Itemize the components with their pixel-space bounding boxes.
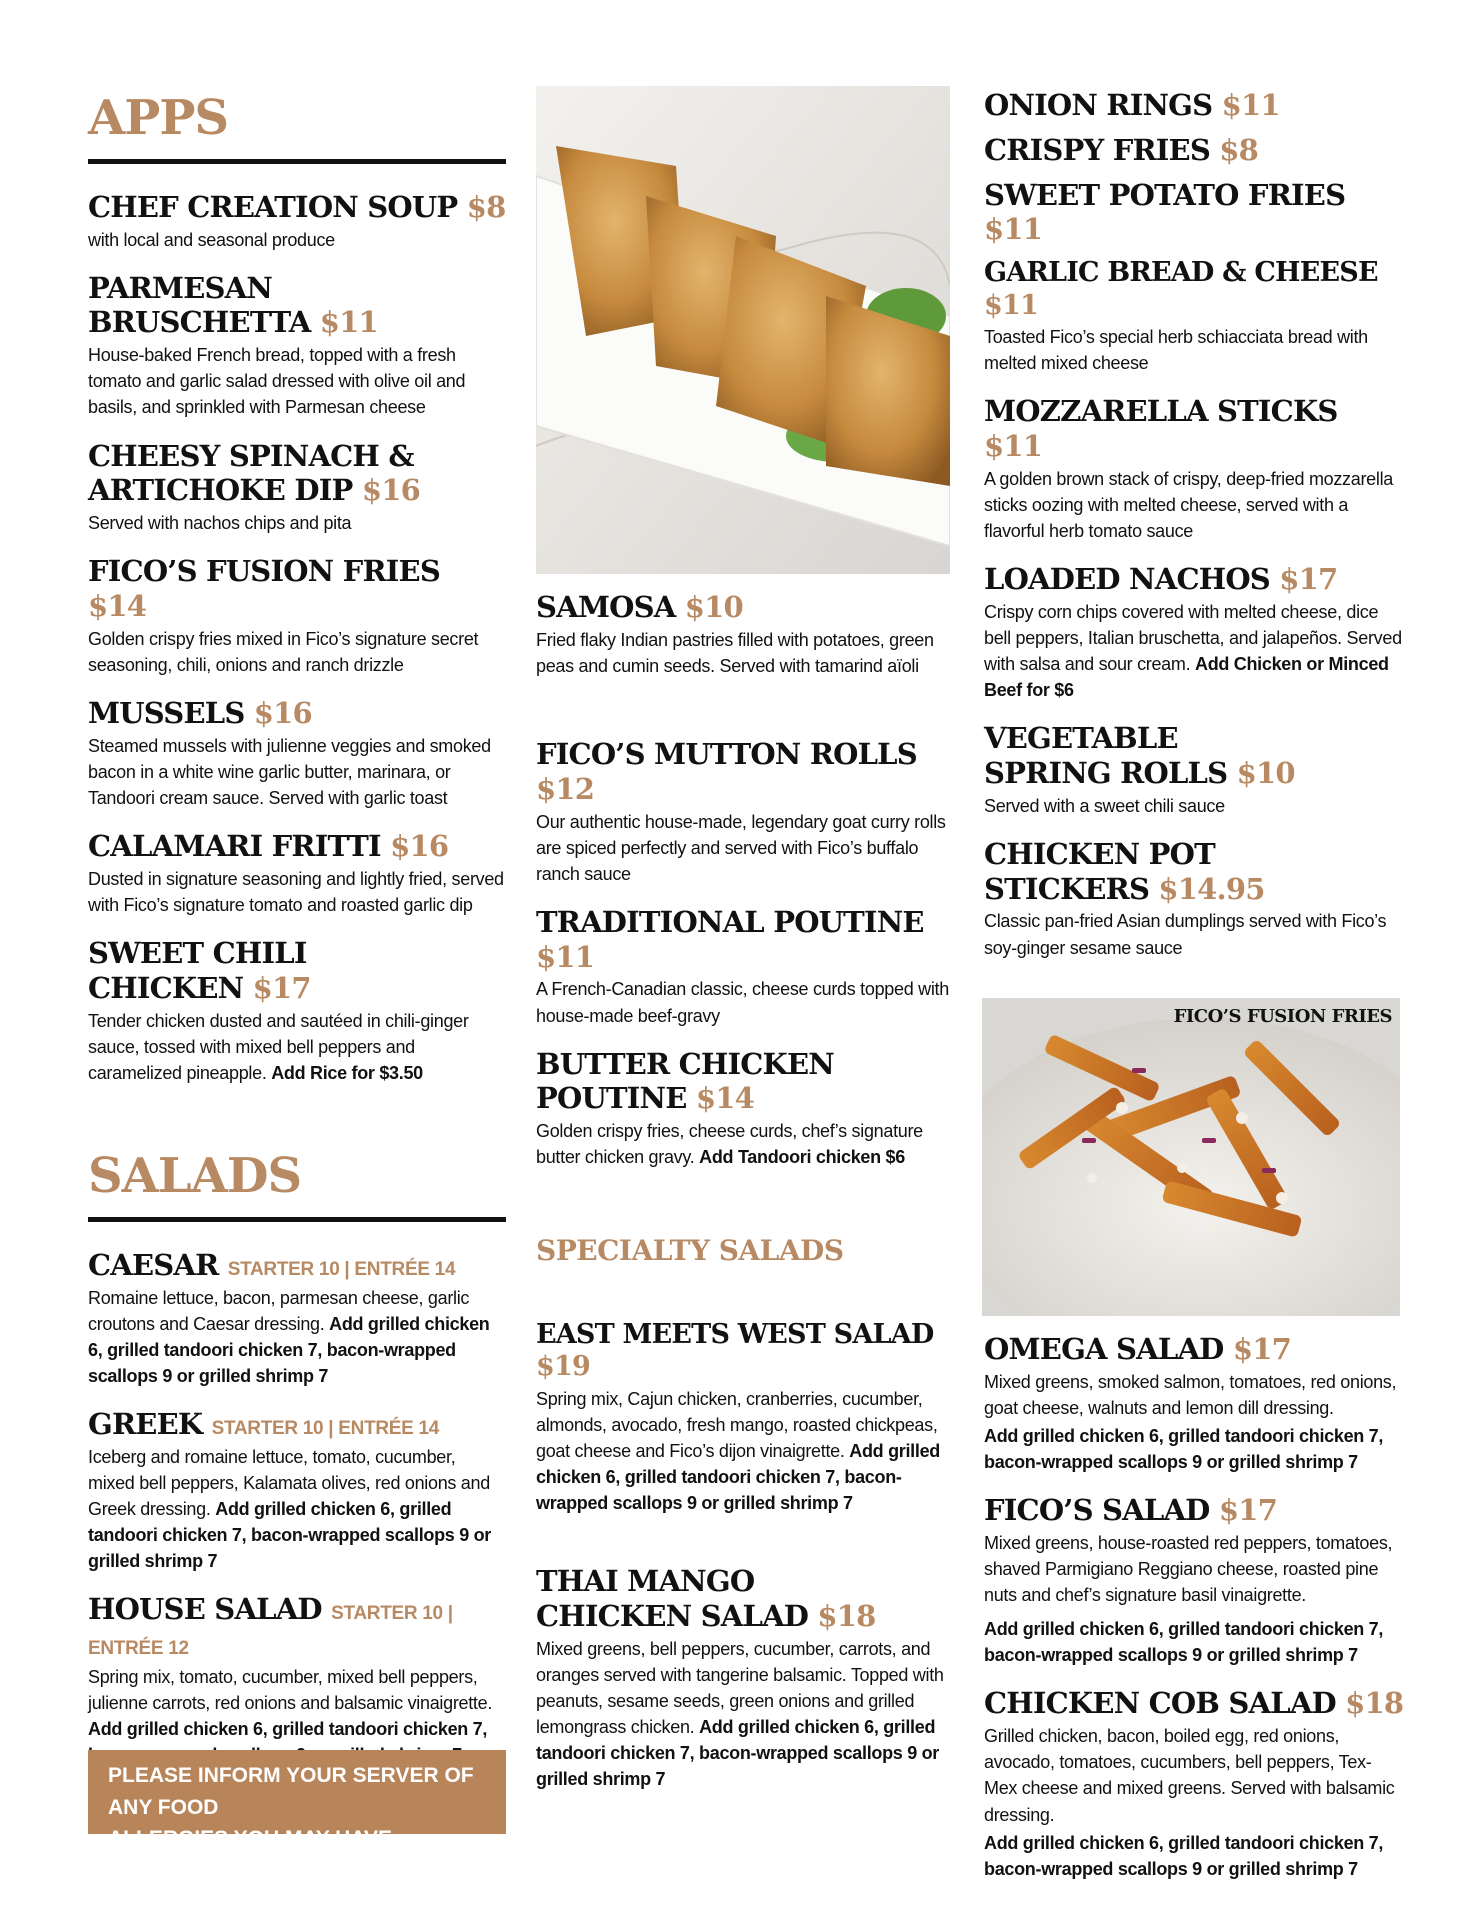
- menu-item: [984, 721, 1404, 819]
- menu-item: [536, 1047, 956, 1171]
- apps-title: APPS: [88, 90, 229, 146]
- item-name-line2: CHICKEN: [88, 970, 244, 1005]
- item-addon: Add grilled chicken 6, grilled tandoori chicken 7, bacon-wrapped scallops 9 or grilled shrimp 7: [88, 1313, 490, 1386]
- item-desc: Golden crispy fries, cheese curds, chef’s signature butter chicken gravy.: [536, 1121, 923, 1168]
- item-price: $11: [984, 289, 1038, 321]
- fusion-fries-image: [982, 998, 1400, 1316]
- menu-item: [984, 394, 1404, 544]
- item-name: CALAMARI FRITTI: [88, 829, 381, 864]
- item-price: $16: [390, 829, 449, 864]
- item-price: $11: [984, 212, 1043, 247]
- item-name: CAESAR: [88, 1247, 219, 1282]
- item-price: $17: [1218, 1493, 1277, 1528]
- allergy-line1: PLEASE INFORM YOUR SERVER OF ANY FOOD: [108, 1764, 474, 1819]
- item-price: $8: [466, 189, 506, 224]
- item-name: FICO’S SALAD: [984, 1493, 1210, 1528]
- item-desc: Tender chicken dusted and sautéed in chili-ginger sauce, tossed with mixed bell peppers and caramelized pineapple.: [88, 1010, 469, 1083]
- allergy-notice: [88, 1750, 506, 1850]
- item-name: GREEK: [88, 1406, 203, 1441]
- item-name: SAMOSA: [536, 590, 676, 624]
- item-price: $16: [253, 696, 312, 731]
- menu-item: [88, 1592, 506, 1768]
- item-price: $18: [817, 1599, 876, 1634]
- item-price: $11: [536, 939, 595, 974]
- menu-item: [536, 905, 956, 1029]
- menu-item: [984, 178, 1404, 248]
- item-name: OMEGA SALAD: [984, 1332, 1224, 1366]
- item-name: LOADED NACHOS: [984, 562, 1270, 597]
- item-desc: Dusted in signature seasoning and lightly fried, served with Fico’s signature tomato and roasted garlic dip: [88, 868, 504, 915]
- menu-item: [984, 1686, 1404, 1881]
- menu-item: [984, 1332, 1404, 1475]
- item-name-line2: CHICKEN SALAD: [536, 1599, 809, 1634]
- item-desc: Iceberg and romaine lettuce, tomato, cucumber, mixed bell peppers, Kalamata olives, red onions and Greek dressing.: [88, 1446, 490, 1519]
- apps-rule: [88, 159, 506, 164]
- item-name: SWEET POTATO FRIES: [984, 177, 1346, 212]
- item-desc: with local and seasonal produce: [88, 229, 335, 250]
- salads-section: [88, 1150, 506, 1786]
- item-name-line1: SWEET CHILI: [88, 936, 307, 971]
- menu-item: [984, 88, 1404, 123]
- item-price: $10: [684, 590, 743, 624]
- item-price: $17: [252, 970, 311, 1005]
- item-desc: Spring mix, Cajun chicken, cranberries, cucumber, almonds, avocado, fresh mango, roasted chickpeas, goat cheese and Fico’s dijon vinaigrette.: [536, 1388, 938, 1461]
- right-apps: [984, 88, 1404, 979]
- item-price: $17: [1232, 1332, 1291, 1366]
- item-desc: Served with a sweet chili sauce: [984, 795, 1225, 816]
- menu-item: [536, 737, 956, 887]
- salads-title: SALADS: [88, 1148, 302, 1204]
- samosa-photo: [536, 86, 950, 574]
- item-name: HOUSE SALAD: [88, 1592, 322, 1627]
- item-desc: Grilled chicken, bacon, boiled egg, red onions, avocado, tomatoes, cucumbers, bell peppers, Tex-Mex cheese and mixed greens. Served with balsamic dressing.: [984, 1726, 1395, 1825]
- item-name-line2: ARTICHOKE DIP: [88, 473, 353, 508]
- item-desc: Fried flaky Indian pastries filled with potatoes, green peas and cumin seeds. Served with tamarind aïoli: [536, 629, 934, 676]
- item-addon: Add grilled chicken 6, grilled tandoori chicken 7, bacon-wrapped scallops 9 or grilled shrimp 7: [984, 1425, 1384, 1473]
- item-desc: Steamed mussels with julienne veggies and smoked bacon in a white wine garlic butter, marinara, or Tandoori cream sauce. Served with garlic toast: [88, 735, 491, 809]
- item-price: $8: [1219, 132, 1259, 167]
- menu-item: [984, 1493, 1404, 1668]
- item-desc: Toasted Fico’s special herb schiacciata bread with melted mixed cheese: [984, 326, 1368, 374]
- specialty-title: SPECIALTY SALADS: [536, 1234, 844, 1267]
- item-price: $18: [1345, 1686, 1404, 1721]
- item-size: STARTER 10 | ENTRÉE 14: [211, 1417, 440, 1439]
- item-price: $17: [1279, 562, 1338, 597]
- item-price: $14: [695, 1081, 754, 1116]
- item-name-line2: STICKERS: [984, 871, 1150, 906]
- item-price: $11: [984, 428, 1043, 463]
- item-addon: Add grilled chicken 6, grilled tandoori chicken 7, bacon-wrapped scallops 9 or grilled shrimp 7: [88, 1498, 492, 1572]
- item-name: MUSSELS: [88, 696, 245, 731]
- item-desc: Golden crispy fries mixed in Fico’s signature secret seasoning, chili, onions and ranch drizzle: [88, 628, 479, 675]
- menu-item: [88, 829, 506, 918]
- allergy-line2: ALLERGIES YOU MAY HAVE.: [108, 1827, 398, 1850]
- item-addon: Add grilled chicken 6, grilled tandoori chicken 7, bacon-wrapped scallops 9 or grilled shrimp 7: [984, 1832, 1384, 1879]
- item-name-line1: THAI MANGO: [536, 1564, 755, 1599]
- item-desc: A golden brown stack of crispy, deep-fried mozzarella sticks oozing with melted cheese, served with a flavorful herb tomato sauce: [984, 468, 1393, 541]
- item-price: $11: [1221, 88, 1280, 122]
- item-size: STARTER 10 | ENTRÉE 12: [88, 1603, 453, 1660]
- menu-item: [88, 554, 506, 678]
- menu-item: [88, 190, 506, 253]
- menu-item: [984, 257, 1404, 376]
- item-name: ONION RINGS: [984, 88, 1213, 122]
- item-desc: Romaine lettuce, bacon, parmesan cheese, garlic croutons and Caesar dressing.: [88, 1287, 470, 1334]
- item-desc: Our authentic house-made, legendary goat curry rolls are spiced perfectly and served with Fico’s buffalo ranch sauce: [536, 811, 946, 884]
- item-name-line1: PARMESAN: [88, 270, 273, 305]
- item-desc: Crispy corn chips covered with melted cheese, dice bell peppers, Italian bruschetta, and jalapeños. Served with salsa and sour cream.: [984, 601, 1402, 675]
- menu-item: [88, 1407, 506, 1574]
- item-desc: Mixed greens, house-roasted red peppers, tomatoes, shaved Parmigiano Reggiano cheese, roasted pine nuts and chef’s signature basil vinaigrette.: [984, 1532, 1393, 1606]
- item-addon: Add grilled chicken 6, grilled tandoori chicken 7, bacon-wrapped scallops 9 or grilled shrimp 7: [536, 1717, 940, 1790]
- samosa-image: [536, 86, 950, 574]
- menu-item: [984, 133, 1404, 168]
- menu-item: [88, 271, 506, 421]
- item-name: GARLIC BREAD & CHEESE: [984, 257, 1378, 289]
- item-name: CRISPY FRIES: [984, 132, 1210, 167]
- item-name: FICO’S FUSION FRIES: [88, 554, 440, 589]
- item-price: $10: [1236, 756, 1295, 790]
- item-addon: Add grilled chicken 6, grilled tandoori chicken 7, bacon-wrapped scallops 9 or grilled shrimp 7: [536, 1440, 940, 1514]
- item-price: $11: [319, 305, 378, 340]
- menu-item: [984, 562, 1404, 703]
- item-name: TRADITIONAL POUTINE: [536, 904, 924, 939]
- item-desc: House-baked French bread, topped with a fresh tomato and garlic salad dressed with olive oil and basils, and sprinkled with Parmesan cheese: [88, 345, 466, 418]
- item-addon: Add Tandoori chicken $6: [699, 1147, 905, 1168]
- middle-apps: [536, 590, 956, 1188]
- specialty-salads-section: [536, 1234, 956, 1810]
- salads-rule: [88, 1217, 506, 1222]
- item-name: EAST MEETS WEST SALAD: [536, 1319, 934, 1350]
- menu-item: [536, 1564, 956, 1792]
- item-name: CHEF CREATION SOUP: [88, 189, 458, 224]
- item-desc: Mixed greens, bell peppers, cucumber, carrots, and oranges served with tangerine balsamic. Topped with peanuts, sesame seeds, green onions and grilled lemongrass chicken.: [536, 1638, 944, 1738]
- menu-item: [88, 1248, 506, 1389]
- fusion-fries-photo: [982, 998, 1400, 1316]
- menu-item: [536, 1319, 956, 1516]
- right-salads: [984, 1332, 1404, 1900]
- item-name-line1: VEGETABLE: [984, 721, 1178, 756]
- item-desc: Served with nachos chips and pita: [88, 513, 352, 534]
- item-desc: Classic pan-fried Asian dumplings served with Fico’s soy-ginger sesame sauce: [984, 911, 1387, 958]
- item-name: FICO’S MUTTON ROLLS: [536, 736, 917, 771]
- item-price: $19: [536, 1351, 590, 1383]
- item-price: $12: [536, 771, 595, 806]
- item-name: CHICKEN COB SALAD: [984, 1686, 1336, 1721]
- menu-item: [984, 837, 1404, 961]
- item-name-line1: CHICKEN POT: [984, 836, 1215, 871]
- item-addon: Add Rice for $3.50: [271, 1062, 423, 1083]
- photo-label: FICO’S FUSION FRIES: [1173, 1006, 1392, 1027]
- item-name-line1: CHEESY SPINACH &: [88, 438, 414, 473]
- item-name-line1: BUTTER CHICKEN: [536, 1046, 834, 1081]
- item-name-line2: POUTINE: [536, 1081, 687, 1116]
- menu-item: [88, 439, 506, 537]
- item-name-line2: SPRING ROLLS: [984, 756, 1228, 790]
- item-name: MOZZARELLA STICKS: [984, 394, 1338, 429]
- item-price: $14: [88, 589, 147, 624]
- item-addon: Add grilled chicken 6, grilled tandoori chicken 7, bacon-wrapped scallops 9 or grilled shrimp 7: [984, 1619, 1384, 1666]
- item-size: STARTER 10 | ENTRÉE 14: [227, 1258, 456, 1280]
- item-addon: Add Chicken or Minced Beef for $6: [984, 654, 1389, 701]
- menu-item: [88, 936, 506, 1086]
- item-price: $16: [361, 473, 420, 508]
- item-price: $14.95: [1158, 871, 1265, 906]
- item-desc: Mixed greens, smoked salmon, tomatoes, red onions, goat cheese, walnuts and lemon dill dressing.: [984, 1371, 1397, 1418]
- item-addon: Add grilled chicken 6, grilled tandoori chicken 7,: [88, 1719, 488, 1740]
- menu-item: [536, 590, 956, 679]
- item-desc: Spring mix, tomato, cucumber, mixed bell peppers, julienne carrots, red onions and balsamic vinaigrette.: [88, 1666, 493, 1713]
- item-desc: A French-Canadian classic, cheese curds topped with house-made beef-gravy: [536, 979, 949, 1026]
- item-name-line2: BRUSCHETTA: [88, 305, 311, 340]
- menu-item: [88, 696, 506, 811]
- apps-section: [88, 92, 506, 1104]
